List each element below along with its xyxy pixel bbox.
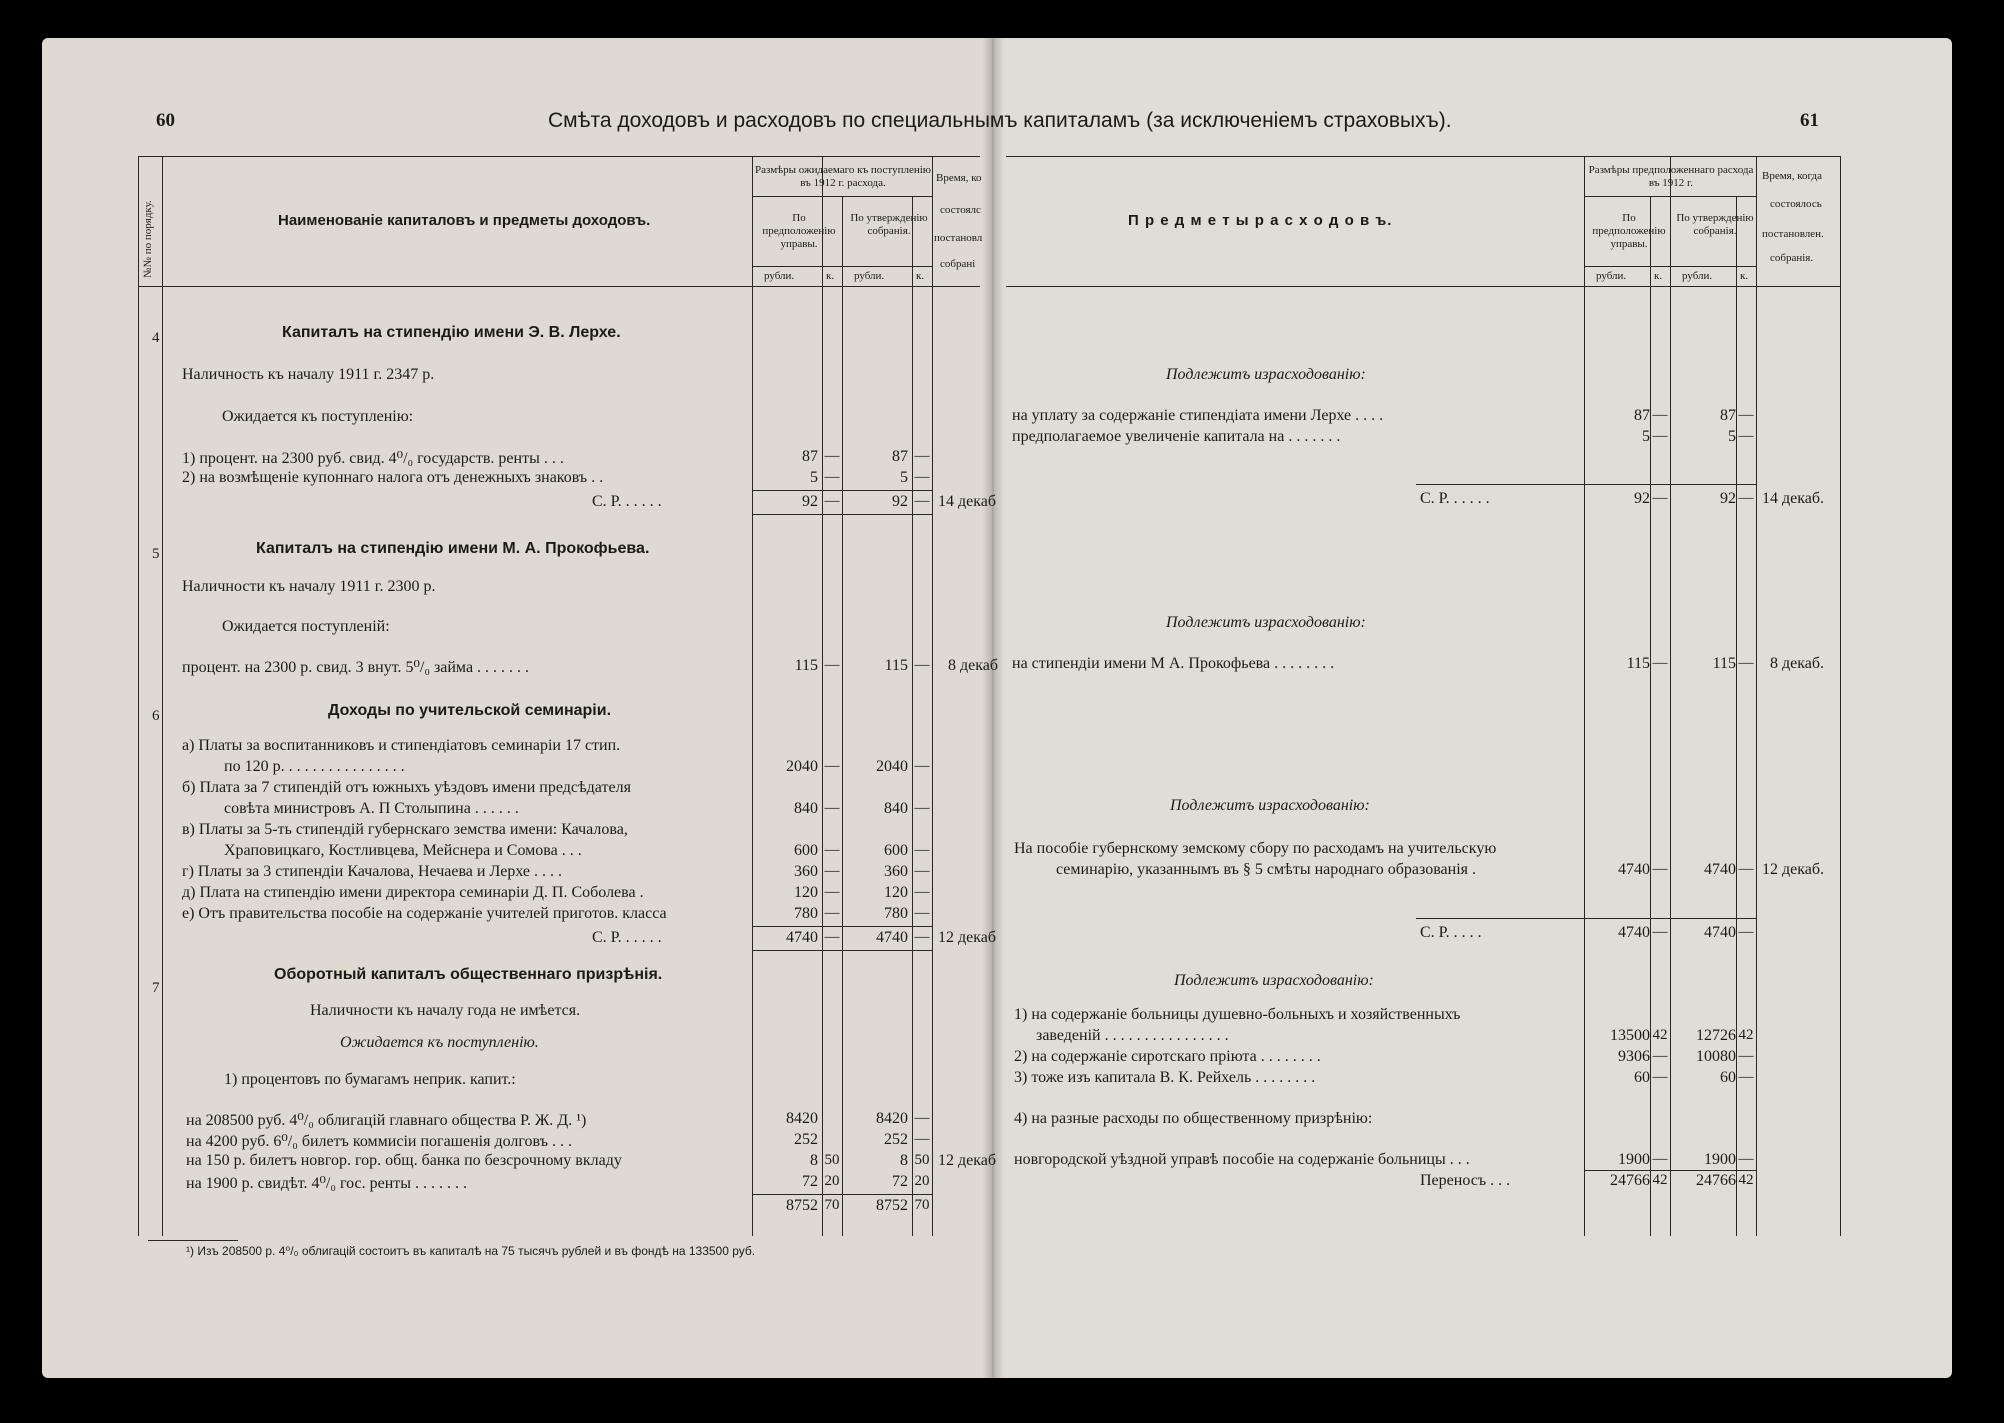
s4-value-2b: 5 bbox=[900, 469, 908, 486]
e6-value-1a: 4740 bbox=[1618, 861, 1650, 878]
right-approved-header: По утвержденію собранія. bbox=[1676, 212, 1754, 237]
right-rub-header-2: рубли. bbox=[1682, 270, 1713, 282]
e7-kop-4a: — bbox=[1652, 1151, 1668, 1167]
left-rub-header-2: рубли. bbox=[854, 270, 885, 282]
e7-value-1b: 12726 bbox=[1696, 1027, 1736, 1044]
s6-value-c-a: 600 bbox=[794, 842, 818, 859]
right-proposed-header: По предположенію управы. bbox=[1592, 212, 1666, 250]
s6-kop-f-a: — bbox=[824, 905, 840, 921]
s6-kop-d-a: — bbox=[824, 863, 840, 879]
right-time-header-4: собранія. bbox=[1770, 252, 1814, 264]
s4-row-2: 2) на возмѣщеніе купоннаго налога отъ денежныхъ знаковъ . . bbox=[182, 469, 604, 486]
e4-kop-1b: — bbox=[1738, 407, 1754, 423]
e6-subtotal-kop-a: — bbox=[1652, 924, 1668, 940]
e7-kop-1b: 42 bbox=[1738, 1027, 1754, 1043]
s7-value-4a: 72 bbox=[802, 1173, 818, 1190]
s7-value-1b: 8420 bbox=[876, 1110, 908, 1127]
s6-f-1: е) Отъ правительства пособіе на содержаніе учителей приготов. класса bbox=[182, 905, 667, 922]
row-number-6: 6 bbox=[152, 708, 160, 724]
s7-kop-3a: 50 bbox=[824, 1152, 840, 1168]
s4-value-1b: 87 bbox=[892, 448, 908, 465]
s7-line-1: Наличности къ началу года не имѣется. bbox=[310, 1002, 581, 1019]
s6-kop-e-a: — bbox=[824, 884, 840, 900]
running-head: Смѣта доходовъ и расходовъ по специальнымъ капиталамъ (за исключеніемъ страховыхъ). bbox=[548, 109, 1452, 132]
e7-row-4: 3) тоже изъ капитала В. К. Рейхель . . . . . . . . bbox=[1014, 1069, 1316, 1086]
e7-kop-3a: — bbox=[1652, 1069, 1668, 1085]
s6-kop-a-b: — bbox=[914, 758, 930, 774]
s7-total-kop-b: 70 bbox=[914, 1197, 930, 1213]
s7-value-1a: 8420 bbox=[786, 1110, 818, 1127]
e7-value-4a: 1900 bbox=[1618, 1151, 1650, 1168]
left-time-header-4: собрані bbox=[940, 258, 976, 270]
s6-value-b-b: 840 bbox=[884, 800, 908, 817]
s6-kop-a-a: — bbox=[824, 758, 840, 774]
s4-date: 14 декаб bbox=[938, 493, 997, 510]
e6-subtotal-b: 4740 bbox=[1704, 924, 1736, 941]
e7-value-2a: 9306 bbox=[1618, 1048, 1650, 1065]
e5-value-1a: 115 bbox=[1626, 655, 1650, 672]
s7-kop-1b: — bbox=[914, 1110, 930, 1126]
e7-kop-2b: — bbox=[1738, 1048, 1754, 1064]
book-gutter bbox=[982, 38, 1004, 1378]
s6-value-e-a: 120 bbox=[794, 884, 818, 901]
left-proposed-header: По предположенію управы. bbox=[762, 212, 836, 250]
e6-value-1b: 4740 bbox=[1704, 861, 1736, 878]
s4-line-2: Ожидается къ поступленію: bbox=[222, 408, 414, 425]
e4-subtotal-label: С. Р. . . . . . bbox=[1420, 490, 1490, 507]
e6-subtotal-label: С. Р. . . . . bbox=[1420, 924, 1482, 941]
section-5-title: Капиталъ на стипендію имени М. А. Прокофьева. bbox=[256, 540, 650, 557]
s6-value-a-b: 2040 bbox=[876, 758, 908, 775]
s6-kop-c-b: — bbox=[914, 842, 930, 858]
s4-kop-1b: — bbox=[914, 448, 930, 464]
s4-subtotal-label: С. Р. . . . . . bbox=[592, 493, 662, 510]
s4-kop-2b: — bbox=[914, 469, 930, 485]
s7-row-1: на 208500 руб. 4⁰/₀ облигацій главнаго общества Р. Ж. Д. ¹) bbox=[186, 1112, 587, 1129]
right-kop-header-1: к. bbox=[1654, 270, 1663, 282]
e4-row-1: на уплату за содержаніе стипендіата имени Лерхе . . . . bbox=[1012, 407, 1384, 424]
carry-forward-a: 24766 bbox=[1610, 1172, 1650, 1189]
s6-subtotal-kop-a: — bbox=[824, 929, 840, 945]
s6-value-b-a: 840 bbox=[794, 800, 818, 817]
e6-row-2: семинарію, указаннымъ въ § 5 смѣты народнаго образованія . bbox=[1056, 861, 1477, 878]
e7-value-3a: 60 bbox=[1634, 1069, 1650, 1086]
s6-value-a-a: 2040 bbox=[786, 758, 818, 775]
e6-subheading: Подлежитъ израсходованію: bbox=[1170, 797, 1370, 814]
s5-kop-1a: — bbox=[824, 657, 840, 673]
s7-value-2b: 252 bbox=[884, 1131, 908, 1148]
right-time-header-2: состоялось bbox=[1770, 198, 1822, 210]
section-6-title: Доходы по учительской семинаріи. bbox=[328, 702, 612, 719]
left-time-header-2: состоялс bbox=[940, 204, 981, 216]
e5-row-1: на стипендіи имени М А. Прокофьева . . . . . . . . bbox=[1012, 655, 1335, 672]
e5-subheading: Подлежитъ израсходованію: bbox=[1166, 614, 1366, 631]
left-kop-header-1: к. bbox=[826, 270, 835, 282]
right-time-header-1: Время, когда bbox=[1762, 170, 1822, 182]
s7-kop-4b: 20 bbox=[914, 1173, 930, 1189]
s6-kop-c-a: — bbox=[824, 842, 840, 858]
s6-kop-b-a: — bbox=[824, 800, 840, 816]
s4-subtotal-a: 92 bbox=[802, 493, 818, 510]
footnote: ¹) Изъ 208500 р. 4⁰/₀ облигацій состоитъ въ капиталѣ на 75 тысячъ рублей и въ фондѣ на 133500 руб. bbox=[186, 1244, 756, 1258]
s4-subtotal-b: 92 bbox=[892, 493, 908, 510]
e4-subtotal-b: 92 bbox=[1720, 490, 1736, 507]
s6-b-1: б) Плата за 7 стипендій отъ южныхъ уѣздовъ имени предсѣдателя bbox=[182, 779, 631, 796]
s6-value-d-a: 360 bbox=[794, 863, 818, 880]
e7-value-1a: 13500 bbox=[1610, 1027, 1650, 1044]
s4-kop-1a: — bbox=[824, 448, 840, 464]
right-group-header: Размѣры предположеннаго расхода въ 1912 г. bbox=[1588, 164, 1754, 189]
e7-row-5: 4) на разные расходы по общественному призрѣнію: bbox=[1014, 1110, 1373, 1127]
e4-kop-2b: — bbox=[1738, 428, 1754, 444]
row-number-5: 5 bbox=[152, 546, 160, 562]
s5-line-1: Наличности къ началу 1911 г. 2300 р. bbox=[182, 578, 436, 595]
s4-kop-2a: — bbox=[824, 469, 840, 485]
e4-row-2: предполагаемое увеличеніе капитала на . . . . . . . bbox=[1012, 428, 1341, 445]
s7-row-3: на 150 р. билетъ новгор. гор. общ. банка по безсрочному вкладу bbox=[186, 1152, 622, 1169]
s6-subtotal-label: С. Р. . . . . . bbox=[592, 929, 662, 946]
s7-value-4b: 72 bbox=[892, 1173, 908, 1190]
s4-value-1a: 87 bbox=[802, 448, 818, 465]
s7-value-3b: 8 bbox=[900, 1152, 908, 1169]
right-rub-header-1: рубли. bbox=[1596, 270, 1627, 282]
s7-total-b: 8752 bbox=[876, 1197, 908, 1214]
e4-kop-1a: — bbox=[1652, 407, 1668, 423]
e4-value-2a: 5 bbox=[1642, 428, 1650, 445]
e7-row-2: заведеній . . . . . . . . . . . . . . . . bbox=[1036, 1027, 1229, 1044]
e6-kop-1a: — bbox=[1652, 861, 1668, 877]
s6-c-1: в) Платы за 5-ть стипендій губернскаго земства имени: Качалова, bbox=[182, 821, 628, 838]
s6-a-1: а) Платы за воспитанниковъ и стипендіатовъ семинаріи 17 стип. bbox=[182, 737, 621, 754]
s5-value-1b: 115 bbox=[884, 657, 908, 674]
e7-subheading: Подлежитъ израсходованію: bbox=[1174, 972, 1374, 989]
s6-kop-d-b: — bbox=[914, 863, 930, 879]
e4-subheading: Подлежитъ израсходованію: bbox=[1166, 366, 1366, 383]
carry-forward-kop-b: 42 bbox=[1738, 1172, 1754, 1188]
e7-value-4b: 1900 bbox=[1704, 1151, 1736, 1168]
row-number-header: №№ по порядку. bbox=[142, 200, 154, 278]
s5-kop-1b: — bbox=[914, 657, 930, 673]
e7-row-3: 2) на содержаніе сиротскаго пріюта . . . . . . . . bbox=[1014, 1048, 1321, 1065]
s6-value-e-b: 120 bbox=[884, 884, 908, 901]
e6-kop-1b: — bbox=[1738, 861, 1754, 877]
s4-row-1: 1) процент. на 2300 руб. свид. 4⁰/₀ государств. ренты . . . bbox=[182, 450, 564, 467]
left-page-number: 60 bbox=[156, 110, 175, 131]
s6-value-f-b: 780 bbox=[884, 905, 908, 922]
right-time-header-3: постановлен. bbox=[1762, 228, 1824, 240]
s5-row-1: процент. на 2300 р. свид. 3 внут. 5⁰/₀ займа . . . . . . . bbox=[182, 659, 530, 676]
s6-kop-f-b: — bbox=[914, 905, 930, 921]
s7-total-a: 8752 bbox=[786, 1197, 818, 1214]
left-time-header-3: постановл bbox=[934, 232, 983, 244]
s7-total-kop-a: 70 bbox=[824, 1197, 840, 1213]
left-approved-header: По утвержденію собранія. bbox=[850, 212, 928, 237]
s6-date: 12 декаб bbox=[938, 929, 997, 946]
s7-row-4: на 1900 р. свидѣт. 4⁰/₀ гос. ренты . . . . . . . bbox=[186, 1175, 468, 1192]
section-7-title: Оборотный капиталъ общественнаго призрѣнія. bbox=[274, 966, 663, 983]
s6-subtotal-a: 4740 bbox=[786, 929, 818, 946]
right-page-number: 61 bbox=[1800, 110, 1819, 131]
s7-value-2a: 252 bbox=[794, 1131, 818, 1148]
s4-value-2a: 5 bbox=[810, 469, 818, 486]
s6-value-d-b: 360 bbox=[884, 863, 908, 880]
e6-subtotal-a: 4740 bbox=[1618, 924, 1650, 941]
s7-line-3: 1) процентовъ по бумагамъ неприк. капит.: bbox=[224, 1071, 516, 1088]
e6-row-1: На пособіе губернскому земскому сбору по расходамъ на учительскую bbox=[1014, 840, 1497, 857]
s6-subtotal-b: 4740 bbox=[876, 929, 908, 946]
s5-date: 8 декаб bbox=[948, 657, 999, 674]
s6-b-2: совѣта министровъ А. П Столыпина . . . . . . bbox=[224, 800, 519, 817]
row-number-7: 7 bbox=[152, 980, 160, 996]
e6-subtotal-kop-b: — bbox=[1738, 924, 1754, 940]
s6-e-1: д) Плата на стипендію имени директора семинаріи Д. П. Соболева . bbox=[182, 884, 644, 901]
row-number-4: 4 bbox=[152, 330, 160, 346]
s7-kop-2b: — bbox=[914, 1131, 930, 1147]
e4-subtotal-kop-b: — bbox=[1738, 490, 1754, 506]
expected-group-header: Размѣры ожидаемаго къ поступленію въ 1912 г. расхода. bbox=[755, 164, 931, 189]
e7-value-3b: 60 bbox=[1720, 1069, 1736, 1086]
e7-kop-2a: — bbox=[1652, 1048, 1668, 1064]
s4-subtotal-kop-b: — bbox=[914, 493, 930, 509]
right-name-header: П р е д м е т ы р а с х о д о в ъ. bbox=[1128, 212, 1393, 229]
s6-kop-b-b: — bbox=[914, 800, 930, 816]
e4-subtotal-kop-a: — bbox=[1652, 490, 1668, 506]
right-kop-header-2: к. bbox=[1740, 270, 1749, 282]
e5-kop-1a: — bbox=[1652, 655, 1668, 671]
left-rub-header-1: рубли. bbox=[764, 270, 795, 282]
s4-line-1: Наличность къ началу 1911 г. 2347 р. bbox=[182, 366, 435, 383]
s7-date: 12 декаб bbox=[938, 1152, 997, 1169]
e7-kop-4b: — bbox=[1738, 1151, 1754, 1167]
s7-line-2: Ожидается къ поступленію. bbox=[340, 1034, 539, 1051]
s6-d-1: г) Платы за 3 стипендіи Качалова, Нечаева и Лерхе . . . . bbox=[182, 863, 563, 880]
s7-kop-3b: 50 bbox=[914, 1152, 930, 1168]
e5-value-1b: 115 bbox=[1712, 655, 1736, 672]
s5-line-2: Ожидается поступленій: bbox=[222, 618, 390, 635]
section-4-title: Капиталъ на стипендію имени Э. В. Лерхе. bbox=[282, 324, 621, 341]
e4-value-1a: 87 bbox=[1634, 407, 1650, 424]
e7-kop-1a: 42 bbox=[1652, 1027, 1668, 1043]
s6-value-c-b: 600 bbox=[884, 842, 908, 859]
carry-forward-kop-a: 42 bbox=[1652, 1172, 1668, 1188]
s7-kop-4a: 20 bbox=[824, 1173, 840, 1189]
s7-row-2: на 4200 руб. 6⁰/₀ билетъ коммисіи погашенія долговъ . . . bbox=[186, 1133, 572, 1150]
s6-value-f-a: 780 bbox=[794, 905, 818, 922]
e6-date: 12 декаб. bbox=[1762, 861, 1825, 878]
e4-date: 14 декаб. bbox=[1762, 490, 1825, 507]
s5-value-1a: 115 bbox=[794, 657, 818, 674]
s4-subtotal-kop-a: — bbox=[824, 493, 840, 509]
s6-kop-e-b: — bbox=[914, 884, 930, 900]
e4-value-1b: 87 bbox=[1720, 407, 1736, 424]
s6-subtotal-kop-b: — bbox=[914, 929, 930, 945]
e7-kop-3b: — bbox=[1738, 1069, 1754, 1085]
left-kop-header-2: к. bbox=[916, 270, 925, 282]
e5-date: 8 декаб. bbox=[1770, 655, 1825, 672]
e4-kop-2a: — bbox=[1652, 428, 1668, 444]
carry-forward-b: 24766 bbox=[1696, 1172, 1736, 1189]
e7-value-2b: 10080 bbox=[1696, 1048, 1736, 1065]
s6-c-2: Храповицкаго, Костливцева, Мейснера и Сомова . . . bbox=[224, 842, 582, 859]
e4-subtotal-a: 92 bbox=[1634, 490, 1650, 507]
s6-a-2: по 120 р. . . . . . . . . . . . . . . . bbox=[224, 758, 405, 775]
e7-row-6: новгородской уѣздной управѣ пособіе на содержаніе больницы . . . bbox=[1014, 1151, 1470, 1168]
left-name-header: Наименованіе капиталовъ и предметы доходовъ. bbox=[278, 212, 651, 229]
e5-kop-1b: — bbox=[1738, 655, 1754, 671]
e7-row-1: 1) на содержаніе больницы душевно-больныхъ и хозяйственныхъ bbox=[1014, 1006, 1461, 1023]
s7-value-3a: 8 bbox=[810, 1152, 818, 1169]
e4-value-2b: 5 bbox=[1728, 428, 1736, 445]
carry-forward-label: Переносъ . . . bbox=[1420, 1172, 1511, 1189]
left-time-header-1: Время, ко bbox=[936, 172, 982, 184]
